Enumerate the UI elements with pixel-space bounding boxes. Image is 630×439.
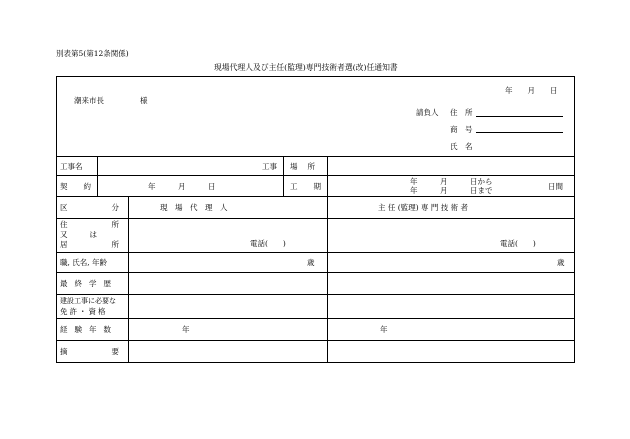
- place-label: 場所: [290, 162, 325, 171]
- row-divider: [56, 340, 575, 341]
- trade-name-field[interactable]: [476, 132, 563, 133]
- remarks-label: 摘要: [60, 347, 163, 356]
- form-reference: 別表第5(第12条関係): [56, 49, 129, 58]
- row-divider: [56, 196, 575, 197]
- category-label: 区分: [60, 203, 163, 212]
- education-label: 最終学歴: [60, 279, 118, 288]
- job-name-age-label: 職, 氏名, 年齢: [60, 258, 108, 267]
- work-name-label: 工事名: [60, 162, 83, 171]
- contract-label: 契約: [60, 182, 107, 191]
- license-label-line1: 建設工事に必要な: [60, 297, 116, 305]
- row-divider: [56, 272, 575, 273]
- row-divider: [56, 218, 575, 219]
- trade-name-label: 商 号: [450, 125, 473, 134]
- period-from: 年 月 日から: [410, 177, 493, 186]
- years-left: 年: [182, 325, 190, 334]
- contractor-label: 請負人: [416, 108, 439, 117]
- period-label: 工期: [290, 182, 337, 191]
- period-days: 日間: [548, 182, 563, 191]
- age-right: 歳: [557, 258, 565, 267]
- phone-left: 電話( ): [250, 239, 286, 248]
- years-right: 年: [380, 325, 388, 334]
- age-left: 歳: [307, 258, 315, 267]
- recipient-honorific: 様: [140, 96, 148, 105]
- residence-label-line3: 居所: [60, 240, 163, 249]
- site-agent-header: 現 場 代 理 人: [160, 203, 228, 212]
- name-label: 氏 名: [450, 142, 473, 151]
- row-divider: [56, 156, 575, 157]
- period-to: 年 月 日まで: [410, 186, 493, 195]
- document-title: 現場代理人及び主任(監理)専門技術者選(改)任通知書: [214, 63, 398, 72]
- address-field[interactable]: [476, 116, 563, 117]
- row-divider: [56, 294, 575, 295]
- recipient-name: 潮来市長: [74, 96, 104, 105]
- row-divider: [56, 252, 575, 253]
- address-label: 住 所: [450, 108, 473, 117]
- col-divider: [283, 156, 284, 196]
- notice-date: 年 月 日: [505, 86, 558, 95]
- chief-engineer-header: 主 任 (監理) 専 門 技 術 者: [378, 203, 469, 212]
- phone-right: 電話( ): [500, 239, 536, 248]
- row-divider: [56, 175, 575, 176]
- residence-label-line2: 又は: [60, 230, 119, 239]
- license-label-line2: 免許・資格: [60, 307, 108, 316]
- contract-date: 年 月 日: [148, 182, 216, 191]
- work-name-suffix: 工事: [262, 162, 277, 171]
- residence-label-line1: 住所: [60, 220, 163, 229]
- experience-label: 経験年数: [60, 325, 118, 334]
- row-divider: [56, 318, 575, 319]
